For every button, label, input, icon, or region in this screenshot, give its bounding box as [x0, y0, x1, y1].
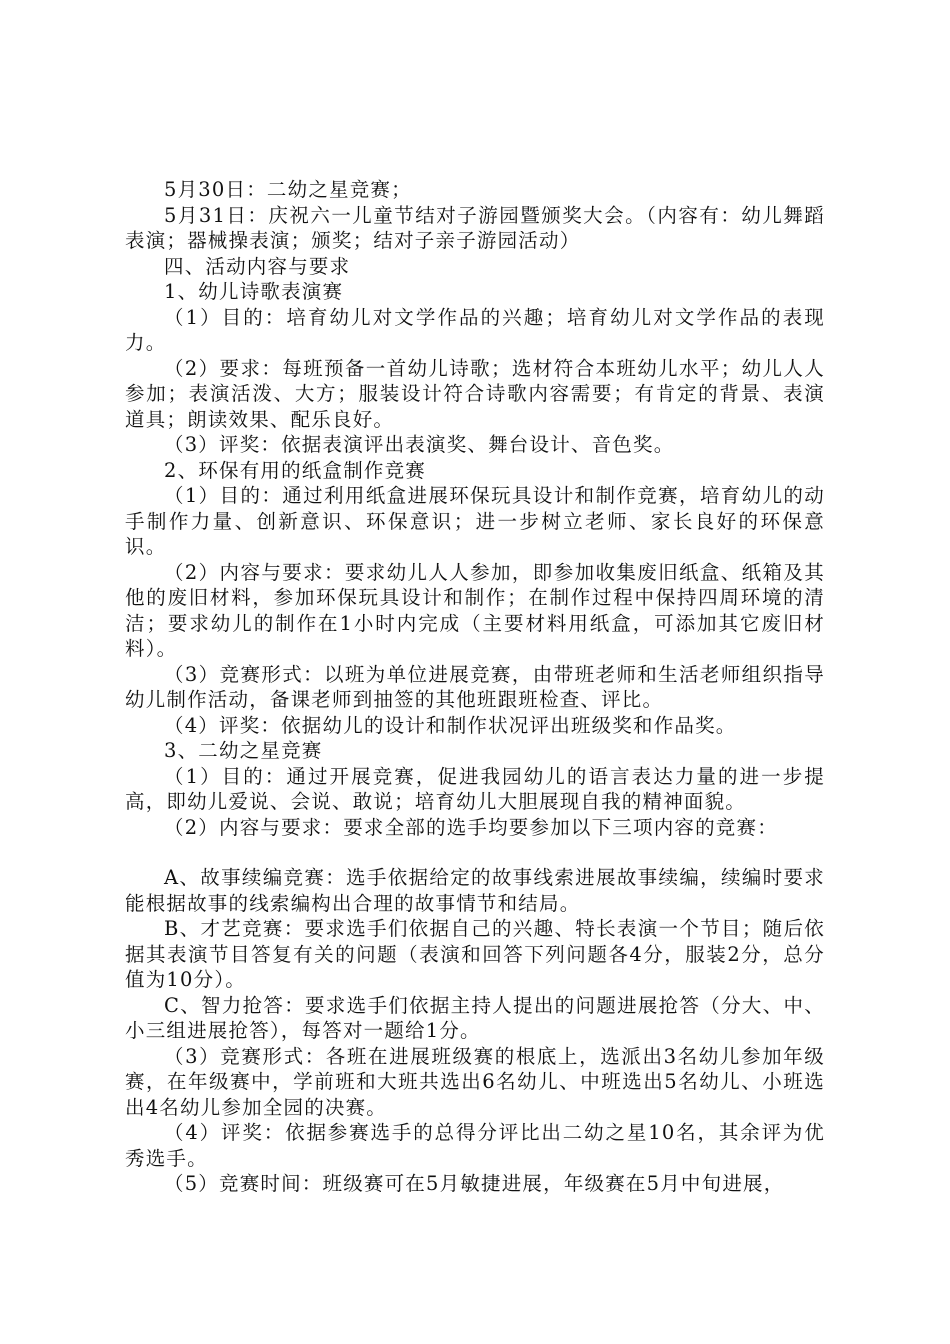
document-body	[125, 177, 825, 1197]
star-item-c: C、智力抢答：要求选手们依据主持人提出的问题进展抢答（分大、中、小三组进展抢答），每答对一题给1分。	[125, 993, 825, 1042]
star-requirements: （2）内容与要求：要求全部的选手均要参加以下三项内容的竞赛：	[164, 815, 778, 839]
cardboard-awards: （4）评奖：依据幼儿的设计和制作状况评出班级奖和作品奖。	[164, 713, 737, 737]
subsection-heading-3: 3、二幼之星竞赛	[164, 739, 323, 762]
star-time: （5）竞赛时间：班级赛可在5月敏捷进展，年级赛在5月中旬进展，	[164, 1172, 785, 1195]
star-purpose: （1）目的：通过开展竞赛，促进我园幼儿的语言表达力量的进一步提高，即幼儿爱说、会说、敢说；培育幼儿大胆展现自我的精神面貌。	[125, 764, 825, 813]
star-item-b: B、才艺竞赛：要求选手们依据自己的兴趣、特长表演一个节目；随后依据其表演节目答复有关的问题（表演和回答下列问题各4分，服装2分，总分值为10分）。	[125, 917, 825, 991]
section-heading-4: 四、活动内容与要求	[164, 254, 351, 278]
poetry-requirements: （2）要求：每班预备一首幼儿诗歌；选材符合本班幼儿水平；幼儿人人参加；表演活泼、大方；服装设计符合诗歌内容需要；有肯定的背景、表演道具；朗读效果、配乐良好。	[125, 356, 825, 431]
star-item-a: A、故事续编竞赛：选手依据给定的故事线索进展故事续编，续编时要求能根据故事的线索编构出合理的故事情节和结局。	[125, 866, 825, 915]
poetry-awards: （3）评奖：依据表演评出表演奖、舞台设计、音色奖。	[164, 433, 675, 456]
schedule-may-31: 5月31日：庆祝六一儿童节结对子游园暨颁奖大会。（内容有：幼儿舞蹈表演；器械操表演；颁奖；结对子亲子游园活动）	[125, 203, 825, 252]
schedule-may-30: 5月30日：二幼之星竞赛；	[164, 178, 412, 201]
cardboard-requirements: （2）内容与要求：要求幼儿人人参加，即参加收集废旧纸盒、纸箱及其他的废旧材料，参加环保玩具设计和制作；在制作过程中保持四周环境的清洁；要求幼儿的制作在1小时内完成（主要材料用纸盒，可添加其它废旧材料）。	[125, 560, 825, 660]
star-awards: （4）评奖：依据参赛选手的总得分评比出二幼之星10名，其余评为优秀选手。	[125, 1121, 825, 1170]
subsection-heading-1: 1、幼儿诗歌表演赛	[164, 280, 344, 303]
poetry-purpose: （1）目的：培育幼儿对文学作品的兴趣；培育幼儿对文学作品的表现力。	[125, 305, 825, 354]
subsection-heading-2: 2、环保有用的纸盒制作竞赛	[164, 458, 427, 482]
cardboard-purpose: （1）目的：通过利用纸盒进展环保玩具设计和制作竞赛，培育幼儿的动手制作力量、创新意识、环保意识；进一步树立老师、家长良好的环保意识。	[125, 484, 825, 558]
star-format: （3）竞赛形式：各班在进展班级赛的根底上，选派出3名幼儿参加年级赛，在年级赛中，学前班和大班共选出6名幼儿、中班选出5名幼儿、小班选出4名幼儿参加全园的决赛。	[125, 1044, 825, 1119]
cardboard-format: （3）竞赛形式：以班为单位进展竞赛，由带班老师和生活老师组织指导幼儿制作活动，备课老师到抽签的其他班跟班检查、评比。	[125, 662, 825, 711]
